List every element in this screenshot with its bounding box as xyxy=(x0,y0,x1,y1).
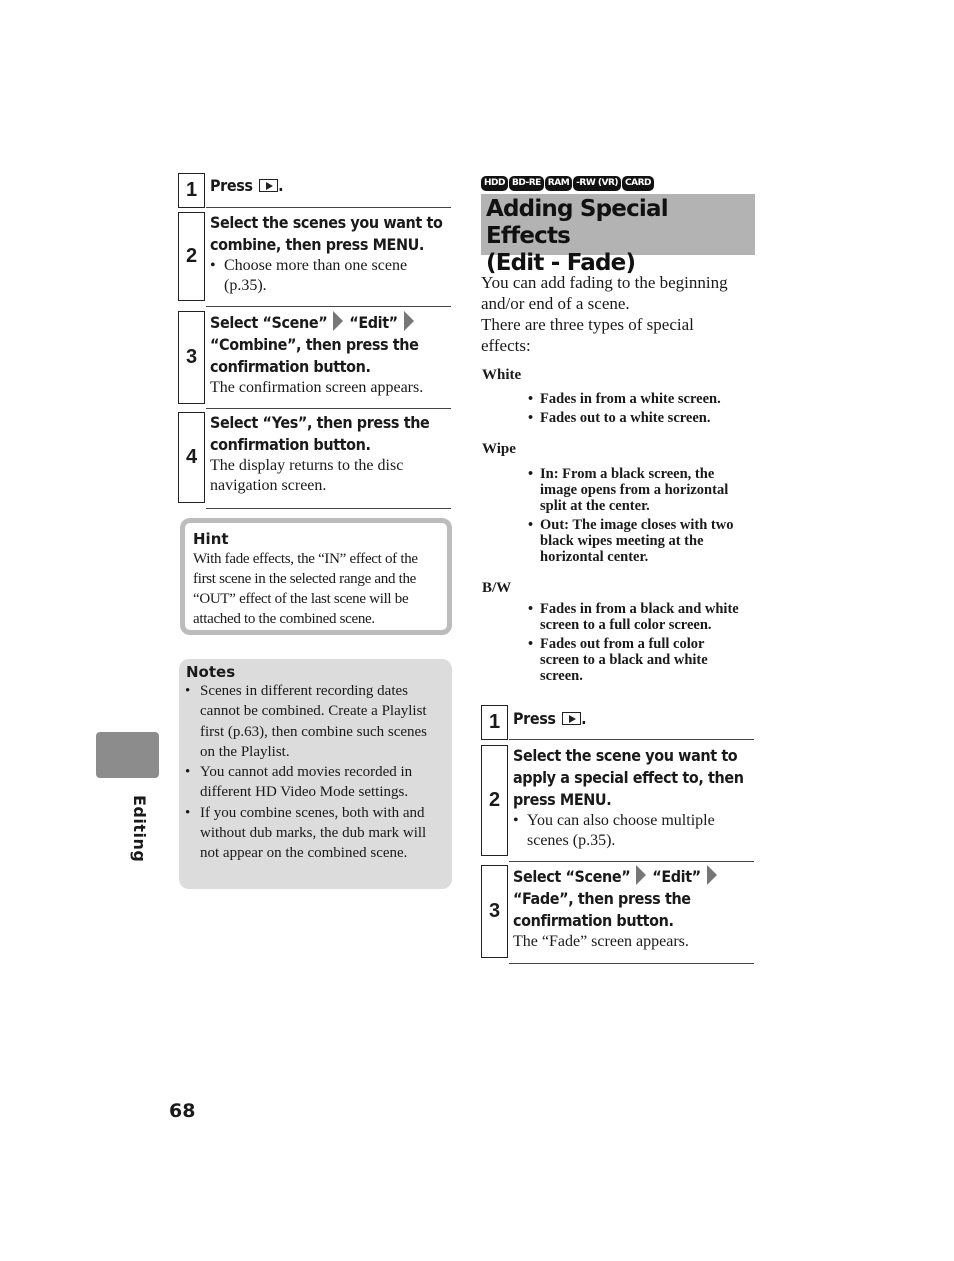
section-title: Adding Special Effects (Edit - Fade) xyxy=(486,196,668,276)
step-title-line: confirmation button. xyxy=(210,435,371,454)
step-number: 2 xyxy=(178,212,205,301)
left-step-1 xyxy=(178,173,451,208)
step-text: navigation screen. xyxy=(210,477,327,494)
step-title-line: combine, then press MENU. xyxy=(210,235,424,254)
effect-item: • Fades out to a white screen. xyxy=(528,410,754,426)
step-title-line: Select the scene you want to xyxy=(513,746,738,765)
page-number: 68 xyxy=(169,1100,196,1122)
notes-box xyxy=(179,659,452,889)
effect-heading-wipe: Wipe xyxy=(482,441,516,457)
arrow-right-icon xyxy=(333,311,343,331)
media-badge: CARD xyxy=(622,176,654,191)
hint-heading: Hint xyxy=(193,530,229,548)
play-icon xyxy=(259,179,278,192)
effect-item: • Fades in from a black and white screen to a full color screen. xyxy=(528,601,754,633)
note-item: • You cannot add movies recorded in different HD Video Mode settings. xyxy=(185,762,441,803)
note-item: • Scenes in different recording dates cannot be combined. Create a Playlist first (p.63), then combine such scenes on the Playlist. xyxy=(185,681,441,762)
step-bullet-cont: scenes (p.35). xyxy=(527,832,616,849)
arrow-right-icon xyxy=(404,311,414,331)
step-number: 3 xyxy=(178,311,205,404)
step-divider xyxy=(509,861,754,862)
step-title-line: confirmation button. xyxy=(210,357,371,376)
step-title-line: confirmation button. xyxy=(513,911,674,930)
step-text: The confirmation screen appears. xyxy=(210,379,424,396)
effect-item: • Fades in from a white screen. xyxy=(528,391,754,407)
step-number: 1 xyxy=(481,705,508,740)
step-text: The display returns to the disc xyxy=(210,457,404,474)
step-title-line: apply a special effect to, then xyxy=(513,768,744,787)
step-divider xyxy=(206,408,451,409)
step-divider xyxy=(206,306,451,307)
right-step-2 xyxy=(481,745,754,862)
play-icon xyxy=(562,712,581,725)
left-step-3 xyxy=(178,311,451,409)
right-step-3 xyxy=(481,865,754,964)
step-bullet: • Choose more than one scene xyxy=(210,256,451,276)
step-number: 4 xyxy=(178,412,205,503)
step-divider xyxy=(206,207,451,208)
step-title-line: Select the scenes you want to xyxy=(210,213,443,232)
step-number: 3 xyxy=(481,865,508,958)
step-title-line: press MENU. xyxy=(513,790,612,809)
effect-list-bw xyxy=(528,601,754,687)
step-title-line: Select “Scene” “Edit” xyxy=(210,311,451,334)
hint-body: With fade effects, the “IN” effect of the first scene in the selected range and the “OUT” effect of the last scene will be attached to the combined scene. xyxy=(193,551,418,627)
effect-heading-white: White xyxy=(482,367,522,383)
section-label: Editing xyxy=(130,795,149,863)
step-divider xyxy=(509,739,754,740)
step-title-line: “Fade”, then press the xyxy=(513,889,691,908)
effect-list-white xyxy=(528,391,754,429)
step-number: 2 xyxy=(481,745,508,856)
media-badges xyxy=(481,176,654,191)
step-title: Press . xyxy=(513,709,587,728)
step-text: The “Fade” screen appears. xyxy=(513,933,689,950)
intro-paragraph: You can add fading to the beginning and/or end of a scene. There are three types of special effects: xyxy=(481,273,728,355)
step-title-line: Select “Scene” “Edit” xyxy=(513,865,754,888)
media-badge: -RW (VR) xyxy=(573,176,621,191)
effect-item: • Fades out from a full color screen to a black and white screen. xyxy=(528,636,754,684)
notes-list xyxy=(185,681,441,864)
media-badge: BD-RE xyxy=(509,176,544,191)
step-divider xyxy=(509,963,754,964)
hint-box xyxy=(180,518,452,635)
step-bullet-cont: (p.35). xyxy=(224,277,267,294)
effect-heading-bw: B/W xyxy=(482,580,512,596)
step-title-line: “Combine”, then press the xyxy=(210,335,419,354)
step-title-line: Select “Yes”, then press the xyxy=(210,413,430,432)
section-tab xyxy=(96,732,159,778)
note-item: • If you combine scenes, both with and without dub marks, the dub mark will not appear on the combined scene. xyxy=(185,803,441,864)
media-badge: RAM xyxy=(545,176,572,191)
effect-item: • Out: The image closes with two black wipes meeting at the horizontal center. xyxy=(528,517,754,565)
media-badge: HDD xyxy=(481,176,508,191)
right-step-1 xyxy=(481,705,754,740)
arrow-right-icon xyxy=(707,865,717,885)
step-bullet: • You can also choose multiple xyxy=(513,811,754,831)
step-title: Press . xyxy=(210,176,284,195)
left-step-4 xyxy=(178,412,451,509)
arrow-right-icon xyxy=(636,865,646,885)
step-number: 1 xyxy=(178,173,205,208)
effect-item: • In: From a black screen, the image opens from a horizontal split at the center. xyxy=(528,466,754,514)
section-title-bar xyxy=(481,194,755,276)
step-divider xyxy=(206,508,451,509)
notes-heading: Notes xyxy=(186,663,236,681)
left-step-2 xyxy=(178,212,451,307)
effect-list-wipe xyxy=(528,466,754,568)
